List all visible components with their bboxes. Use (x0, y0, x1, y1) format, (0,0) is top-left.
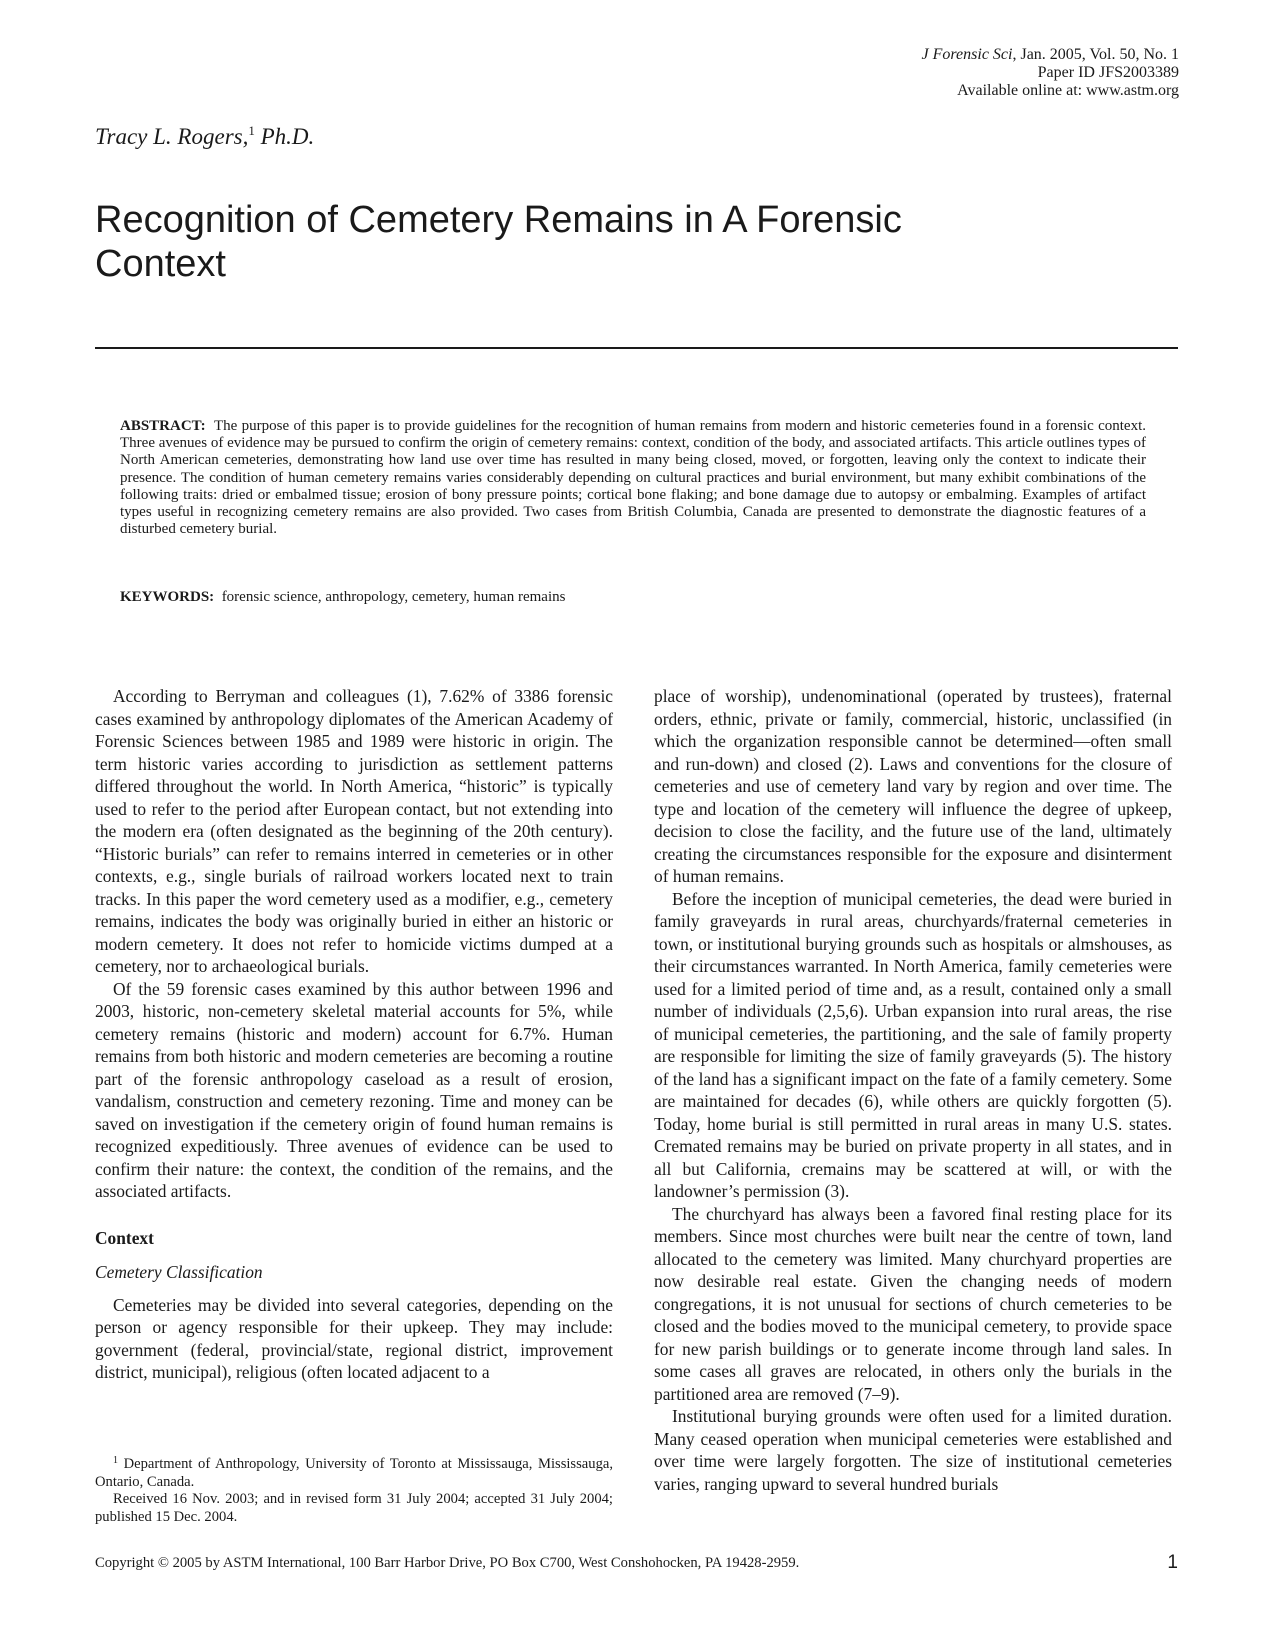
body-paragraph: Of the 59 forensic cases examined by this author between 1996 and 2003, historic, non-cemetery skeletal material accounts for 5%, while cemetery remains (historic and modern) account for 6.7%. Human remains from both historic and modern cemeteries are becoming a routine part of the forensic anthropology caseload as a result of erosion, vandalism, construction and cemetery rezoning. Time and money can be saved on investigation if the cemetery origin of found human remains is recognized expeditiously. Three avenues of evidence can be used to confirm their nature: the context, the condition of the remains, and the associated artifacts. (95, 978, 613, 1201)
footnote-affiliation-text: Department of Anthropology, University of Toronto at Mississauga, Mississauga, Ontario, Canada. (95, 1456, 613, 1490)
author-line (95, 123, 314, 150)
right-column (654, 685, 1172, 1495)
keywords-text: forensic science, anthropology, cemetery, human remains (221, 589, 566, 605)
footnote-marker: 1 (113, 1455, 118, 1466)
body-paragraph: The churchyard has always been a favored final resting place for its members. Since most churches were built near the centre of town, land allocated to the cemetery was limited. Many churchyard properties are now desirable real estate. Given the changing needs of modern congregations, it is not unusual for sections of church cemeteries to be closed and the bodies moved to the municipal cemetery, to provide space for new parish buildings or to generate income through land sales. In some cases all graves are relocated, in others only the burials in the partitioned area are removed (7–9). (654, 1203, 1172, 1404)
keywords (120, 589, 1146, 606)
footnote-affiliation (95, 1452, 613, 1491)
footnotes (95, 1452, 613, 1526)
abstract (120, 418, 1146, 538)
journal-name: J Forensic Sci (921, 46, 1013, 63)
section-heading-context: Context (95, 1227, 154, 1248)
left-column (95, 685, 613, 1384)
author-degree: Ph.D. (254, 124, 315, 149)
journal-issue: , Jan. 2005, Vol. 50, No. 1 (1012, 46, 1179, 63)
author-name: Tracy L. Rogers, (95, 124, 249, 149)
journal-header (922, 46, 1179, 100)
body-paragraph: Cemeteries may be divided into several categories, depending on the person or agency responsible for their upkeep. They may include: government (federal, provincial/state, regional district, improvement district, municipal), religious (often located adjacent to a (95, 1294, 613, 1382)
availability-link[interactable]: Available online at: www.astm.org (957, 82, 1179, 99)
body-paragraph: Before the inception of municipal cemeteries, the dead were buried in family graveyards in rural areas, churchyards/fraternal cemeteries in town, or institutional burying grounds such as hospitals or almshouses, as their circumstances warranted. In North America, family cemeteries were used for a limited period of time and, as a result, contained only a small number of individuals (2,5,6). Urban expansion into rural areas, the rise of municipal cemeteries, the partitioning, and the sale of family property are responsible for limiting the size of family graveyards (5). The history of the land has a significant impact on the fate of a family cemetery. Some are maintained for decades (6), while others are quickly forgotten (5). Today, home burial is still permitted in rural areas in many U.S. states. Cremated remains may be buried on private property in all states, and in all but California, cremains may be scattered at will, or with the landowner’s permission (3). (654, 888, 1172, 1201)
author-footnote-marker: 1 (248, 123, 255, 138)
body-paragraph: Institutional burying grounds were often used for a limited duration. Many ceased operation when municipal cemeteries were established and over time were largely forgotten. The size of institutional cemeteries varies, ranging upward to several hundred burials (654, 1406, 1172, 1494)
page-number: 1 (1167, 1552, 1178, 1573)
footnote-received: Received 16 Nov. 2003; and in revised form 31 July 2004; accepted 31 July 2004; published 15 Dec. 2004. (95, 1491, 613, 1525)
body-paragraph: place of worship), undenominational (operated by trustees), fraternal orders, ethnic, private or family, commercial, historic, unclassified (in which the organization responsible cannot be determined—often small and run-down) and closed (2). Laws and conventions for the closure of cemeteries and use of cemetery land vary by region and over time. The type and location of the cemetery will influence the degree of upkeep, decision to close the facility, and the future use of the land, ultimately creating the circumstances responsible for the exposure and disinterment of human remains. (654, 686, 1172, 886)
paper-title: Recognition of Cemetery Remains in A Forensic Context (95, 199, 902, 285)
abstract-label: ABSTRACT: (120, 418, 206, 434)
title-divider (95, 347, 1178, 349)
subsection-heading-cemetery-classification: Cemetery Classification (95, 1262, 263, 1282)
abstract-text: The purpose of this paper is to provide guidelines for the recognition of human remains from modern and historic cemeteries found in a forensic context. Three avenues of evidence may be pursued to confirm the origin of cemetery remains: context, condition of the body, and associated artifacts. This article outlines types of North American cemeteries, demonstrating how land use over time has resulted in many being closed, moved, or forgotten, leaving only the context to indicate their presence. The condition of human cemetery remains varies considerably depending on cultural practices and burial environment, but many exhibit combinations of the following traits: dried or embalmed tissue; erosion of bony pressure points; cortical bone flaking; and bone damage due to autopsy or embalming. Examples of artifact types useful in recognizing cemetery remains are also provided. Two cases from British Columbia, Canada are presented to demonstrate the diagnostic features of a disturbed cemetery burial. (120, 418, 1147, 538)
body-paragraph: According to Berryman and colleagues (1), 7.62% of 3386 forensic cases examined by anthropology diplomates of the American Academy of Forensic Sciences between 1985 and 1989 were historic in origin. The term historic varies according to jurisdiction as settlement patterns differed throughout the world. In North America, “historic” is typically used to refer to the period after European contact, but not extending into the modern era (often designated as the beginning of the 20th century). “Historic burials” can refer to remains interred in cemeteries or in other contexts, e.g., single burials of railroad workers located next to train tracks. In this paper the word cemetery used as a modifier, e.g., cemetery remains, indicates the body was originally buried in either an historic or modern cemetery. It does not refer to homicide victims dumped at a cemetery, nor to archaeological burials. (95, 686, 613, 976)
keywords-label: KEYWORDS: (120, 589, 215, 605)
journal-citation (922, 46, 1179, 64)
paper-id: Paper ID JFS2003389 (1037, 64, 1179, 81)
copyright-notice: Copyright © 2005 by ASTM International, 100 Barr Harbor Drive, PO Box C700, West Conshohocken, PA 19428-2959. (95, 1555, 800, 1571)
